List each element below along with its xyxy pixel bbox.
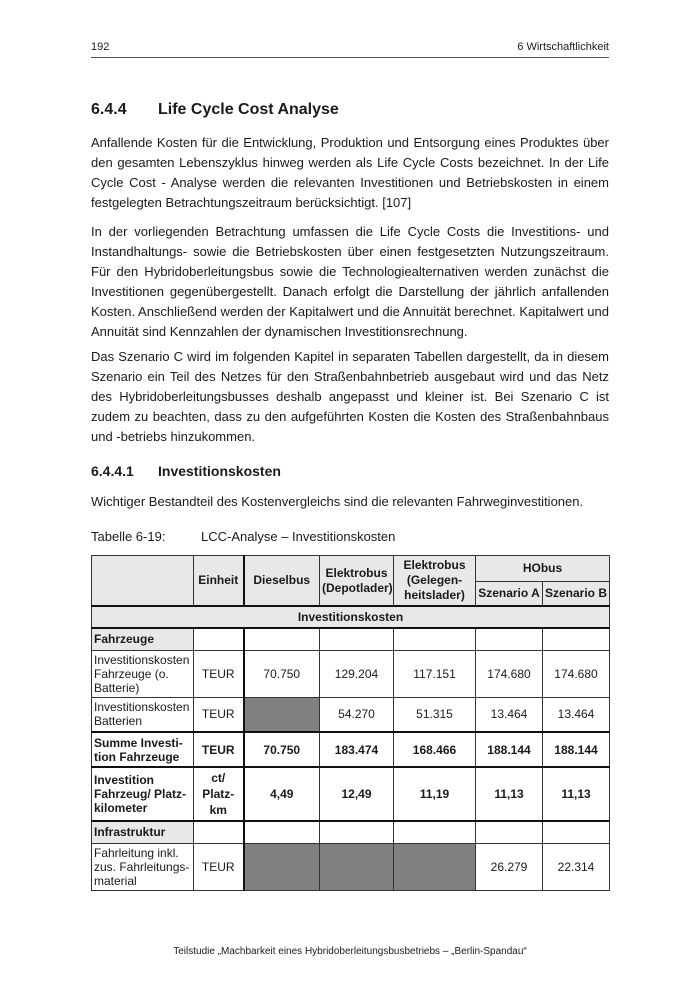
header-szenario-a: Szenario A	[476, 581, 543, 606]
group-label-fahrzeuge: Fahrzeuge	[92, 628, 194, 650]
cell-szenario-b: 22.314	[543, 843, 610, 890]
chapter-title: 6 Wirtschaftlichkeit	[517, 41, 609, 53]
row-label: Investition Fahrzeug/ Platz-kilometer	[92, 767, 194, 821]
header-dieselbus: Dieselbus	[244, 556, 320, 607]
subsection-intro: Wichtiger Bestandteil des Kostenvergleichs sind die relevanten Fahrweginvestitionen.	[91, 494, 584, 509]
cell-szenario-b: 13.464	[543, 697, 610, 732]
cell-gelegen-empty	[394, 843, 476, 890]
table-row	[92, 843, 610, 890]
cell-depot: 54.270	[320, 697, 394, 732]
page-number: 192	[91, 41, 110, 53]
cell-dieselbus: 70.750	[244, 732, 320, 767]
cell-szenario-b: 174.680	[543, 650, 610, 697]
row-unit: TEUR	[194, 732, 244, 767]
table-title: LCC-Analyse – Investitionskosten	[201, 529, 396, 544]
subsection-heading	[91, 463, 281, 479]
header-blank	[92, 556, 194, 607]
cell-dieselbus-empty	[244, 843, 320, 890]
table-number: Tabelle 6-19:	[91, 529, 166, 544]
page-header	[91, 40, 609, 58]
subsection-title: Investitionskosten	[158, 463, 281, 479]
cell-dieselbus: 70.750	[244, 650, 320, 697]
cell-depot: 183.474	[320, 732, 394, 767]
group-row-infrastruktur	[92, 821, 610, 843]
cell-szenario-b: 188.144	[543, 732, 610, 767]
cell-gelegen: 51.315	[394, 697, 476, 732]
header-elektrobus-gelegen: Elektrobus (Gelegen-heitslader)	[394, 556, 476, 607]
group-label-infrastruktur: Infrastruktur	[92, 821, 194, 843]
table-row-sum	[92, 732, 610, 767]
cell-szenario-a: 11,13	[476, 767, 543, 821]
investment-cost-table	[91, 555, 610, 891]
row-unit: ct/ Platz-km	[194, 767, 244, 821]
paragraph-2: In der vorliegenden Betrachtung umfassen die Life Cycle Costs die Investitions- und Instandhaltungs- sowie die Betriebskosten über einen festgesetzten Nutzungszeitraum. Für den Hybridoberleitungsbus sowie die Technologiealternativen werden zunächst die Investitionen gegenübergestellt. Danach erfolgt die Darstellung der jährlich anfallenden Kosten. Anschließend werden der Kapitalwert und die Annuität berechnet. Kapitalwert und Annuität sind Kennzahlen der dynamischen Investitionsrechnung.	[91, 224, 609, 339]
cell-gelegen: 11,19	[394, 767, 476, 821]
row-unit: TEUR	[194, 843, 244, 890]
cell-szenario-a: 26.279	[476, 843, 543, 890]
cell-gelegen: 117.151	[394, 650, 476, 697]
cell-szenario-a: 188.144	[476, 732, 543, 767]
row-label: Investitionskosten Fahrzeuge (o. Batterie)	[92, 650, 194, 697]
paragraph-3: Das Szenario C wird im folgenden Kapitel in separaten Tabellen dargestellt, da in diesem Szenario ein Teil des Netzes für den Straßenbahnbetrieb ausgebaut wird und das Netz des Hybridoberleitungsbusses deshalb angepasst und kleiner ist. Bei Szenario C ist zudem zu beachten, dass zu den aufgeführten Kosten die Kosten des Straßenbahnbaus und -betriebs hinzukommen.	[91, 349, 609, 444]
row-label: Summe Investi-tion Fahrzeuge	[92, 732, 194, 767]
cell-dieselbus: 4,49	[244, 767, 320, 821]
section-heading	[91, 101, 339, 119]
table-row	[92, 697, 610, 732]
cell-szenario-a: 174.680	[476, 650, 543, 697]
row-label: Investitionskosten Batterien	[92, 697, 194, 732]
group-row-fahrzeuge	[92, 628, 610, 650]
cell-dieselbus-empty	[244, 697, 320, 732]
paragraph-1: Anfallende Kosten für die Entwicklung, Produktion und Entsorgung eines Produktes über den gesamten Lebenszyklus hinweg werden als Life Cycle Costs bezeichnet. In der Life Cycle Cost - Analyse werden die relevanten Investitionen und Betriebskosten in einem festgelegten Betrachtungszeitraum berücksichtigt. [107]	[91, 135, 609, 210]
header-hobus: HObus	[476, 556, 610, 582]
cell-depot: 12,49	[320, 767, 394, 821]
cell-szenario-a: 13.464	[476, 697, 543, 732]
section-number: 6.4.4	[91, 101, 127, 118]
cell-gelegen: 168.466	[394, 732, 476, 767]
table-caption	[91, 529, 395, 544]
subsection-number: 6.4.4.1	[91, 463, 134, 479]
table-row	[92, 650, 610, 697]
row-label: Fahrleitung inkl. zus. Fahrleitungs-material	[92, 843, 194, 890]
cell-depot-empty	[320, 843, 394, 890]
header-elektrobus-depot: Elektrobus (Depotlader)	[320, 556, 394, 607]
section-title: Life Cycle Cost Analyse	[158, 101, 339, 118]
table-row	[92, 767, 610, 821]
cell-depot: 129.204	[320, 650, 394, 697]
header-szenario-b: Szenario B	[543, 581, 610, 606]
cell-szenario-b: 11,13	[543, 767, 610, 821]
section-row-investitionskosten: Investitionskosten	[92, 606, 610, 628]
page-footer: Teilstudie „Machbarkeit eines Hybridoberleitungsbusbetriebs – „Berlin-Spandau“	[173, 946, 527, 957]
header-einheit: Einheit	[194, 556, 244, 607]
row-unit: TEUR	[194, 650, 244, 697]
row-unit: TEUR	[194, 697, 244, 732]
